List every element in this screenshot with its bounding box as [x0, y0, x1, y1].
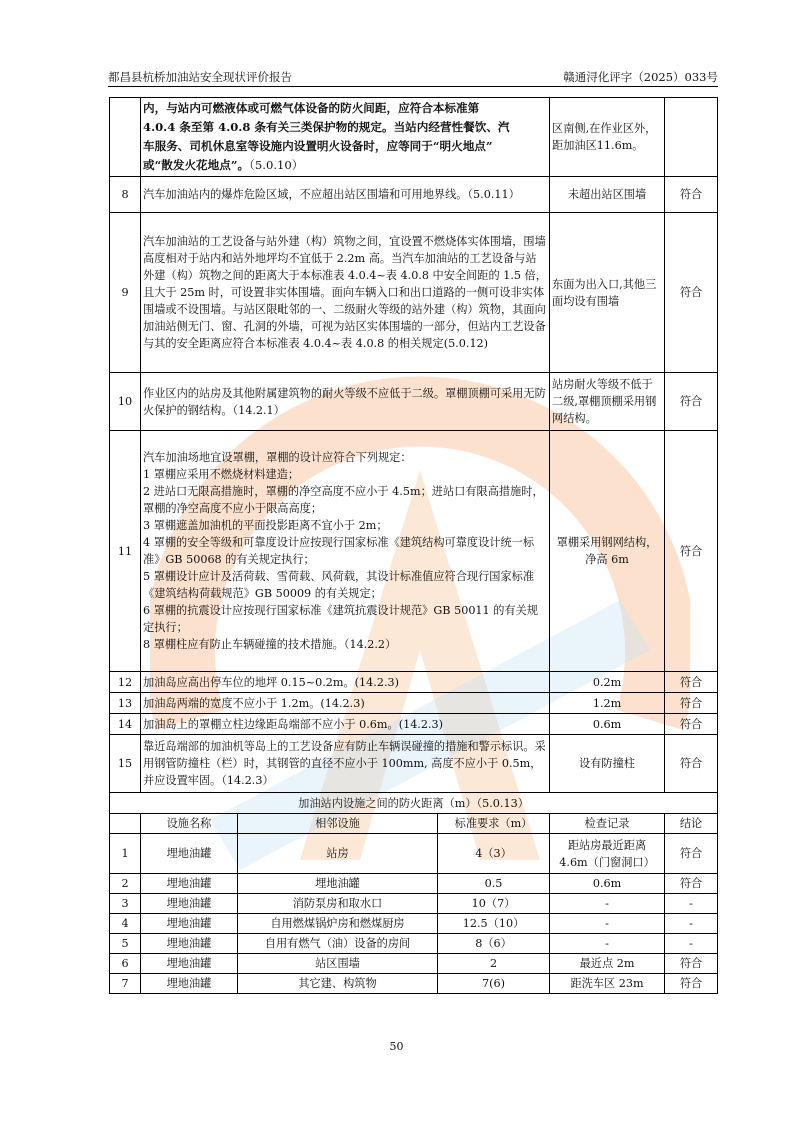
check-cell: 距洗车区 23m — [550, 974, 665, 994]
row-no-cell — [110, 98, 141, 177]
requirement-cell — [141, 98, 550, 177]
check-cell: 区南侧,在作业区外，距加油区11.6m。 — [550, 98, 665, 177]
clause-line: 4 罩棚的安全等级和可靠度设计应按现行国家标准《建筑结构可靠度设计统一标准》GB 50068 的有关规定执行； — [143, 536, 535, 566]
standard-cell: 4（3） — [438, 834, 550, 874]
adjacent-cell: 消防泵房和取水口 — [238, 894, 438, 914]
distance-row — [110, 874, 718, 894]
row-no-cell: 13 — [110, 693, 141, 714]
cont-line: 车服务、司机休息室等设施内设置明火设备时，应等同于“明火地点” — [143, 139, 493, 153]
check-cell: - — [550, 934, 665, 954]
header-cell: 设施名称 — [141, 814, 238, 834]
requirement-cell: 加油岛两端的宽度不应小于 1.2m。(14.2.3) — [141, 693, 550, 714]
row-no-cell: 2 — [110, 874, 141, 894]
row-no-cell: 12 — [110, 672, 141, 693]
row-no-cell: 7 — [110, 974, 141, 994]
check-cell: - — [550, 914, 665, 934]
adjacent-cell: 埋地油罐 — [238, 874, 438, 894]
header-row — [110, 814, 718, 834]
standard-cell: 8（6） — [438, 934, 550, 954]
distance-row — [110, 834, 718, 874]
row-no-cell: 6 — [110, 954, 141, 974]
page-header — [108, 66, 718, 87]
table-row — [110, 373, 718, 431]
facility-cell: 埋地油罐 — [141, 934, 238, 954]
requirement-cell: 靠近岛端部的加油机等岛上的工艺设备应有防止车辆误碰撞的措施和警示标识。采用钢管防撞柱（栏）时，其钢管的直径不应小于 100mm, 高度不应小于 0.5m，并应设置牢固。（14.2.3） — [141, 735, 550, 793]
check-cell: 0.2m — [550, 672, 665, 693]
requirement-cell: 加油岛上的罩棚立柱边缘距岛端部不应小于 0.6m。(14.2.3) — [141, 714, 550, 735]
table-row — [110, 735, 718, 793]
result-cell: 符合 — [665, 213, 718, 373]
clause-line: 5 罩棚设计应计及活荷载、雪荷载、风荷载，其设计标准值应符合现行国家标准《建筑结构荷载规范》GB 50009 的有关规定； — [143, 570, 535, 600]
cont-ref: （5.0.10） — [249, 158, 304, 172]
check-cell: 东面为出入口,其他三面均设有围墙 — [550, 213, 665, 373]
result-cell: 符合 — [665, 693, 718, 714]
row-no-cell: 14 — [110, 714, 141, 735]
check-cell: 最近点 2m — [550, 954, 665, 974]
distance-row — [110, 974, 718, 994]
cont-line: 或“散发火花地点”。 — [143, 158, 250, 172]
header-cell: 检查记录 — [550, 814, 665, 834]
header-cell — [110, 814, 141, 834]
distance-table-title: 加油站内设施之间的防火距离（m）（5.0.13） — [110, 793, 718, 814]
table-row — [110, 177, 718, 213]
result-cell: 符合 — [665, 735, 718, 793]
table-row — [110, 431, 718, 672]
check-cell: 罩棚采用钢网结构，净高 6m — [550, 431, 665, 672]
facility-cell: 埋地油罐 — [141, 834, 238, 874]
distance-row — [110, 894, 718, 914]
section-title-row — [110, 793, 718, 814]
adjacent-cell: 站区围墙 — [238, 954, 438, 974]
standard-cell: 12.5（10） — [438, 914, 550, 934]
standard-cell: 2 — [438, 954, 550, 974]
check-cell: 未超出站区围墙 — [550, 177, 665, 213]
clause-line: 8 罩棚柱应有防止车辆碰撞的技术措施。（14.2.2） — [143, 638, 397, 651]
adjacent-cell: 其它建、构筑物 — [238, 974, 438, 994]
facility-cell: 埋地油罐 — [141, 894, 238, 914]
requirement-cell: 汽车加油站内的爆炸危险区域，不应超出站区围墙和可用地界线。（5.0.11） — [141, 177, 550, 213]
row-no-cell: 10 — [110, 373, 141, 431]
check-cell: 1.2m — [550, 693, 665, 714]
check-cell: 0.6m — [550, 874, 665, 894]
facility-cell: 埋地油罐 — [141, 914, 238, 934]
page-number: 50 — [389, 1040, 404, 1053]
check-cell: 0.6m — [550, 714, 665, 735]
requirement-cell: 汽车加油站的工艺设备与站外建（构）筑物之间，宜设置不燃烧体实体围墙，围墙高度相对于站内和站外地坪均不宜低于 2.2m 高。当汽车加油站的工艺设备与站外建（构）筑物之间的距离大于本标准表 4.0.4~表 4.0.8 中安全间距的 1.5 倍，且大于 25m 时，可设置非实体围墙。面向车辆入口和出口道路的一侧可设非实体围墙或不设围墙。与站区限毗邻的一、二级耐火等级的站外建（构）筑物，其面向加油站侧无门、窗、孔洞的外墙，可视为站区实体围墙的一部分，但站内工艺设备与其的安全距离应符合本标准表 4.0.4~表 4.0.8 的相关规定(5.0.12) — [141, 213, 550, 373]
evaluation-table — [109, 97, 718, 994]
row-no-cell: 15 — [110, 735, 141, 793]
result-cell: - — [665, 894, 718, 914]
header-cell: 相邻设施 — [238, 814, 438, 834]
distance-row — [110, 914, 718, 934]
result-cell: 符合 — [665, 672, 718, 693]
result-cell: 符合 — [665, 431, 718, 672]
standard-cell: 0.5 — [438, 874, 550, 894]
report-number: 赣通浔化评字（2025）033号 — [563, 70, 718, 84]
check-cell: 设有防撞柱 — [550, 735, 665, 793]
result-cell: 符合 — [665, 974, 718, 994]
check-cell: 站房耐火等级不低于二级,罩棚顶棚采用钢网结构。 — [550, 373, 665, 431]
result-cell: - — [665, 914, 718, 934]
facility-cell: 埋地油罐 — [141, 954, 238, 974]
row-no-cell: 1 — [110, 834, 141, 874]
result-cell: 符合 — [665, 834, 718, 874]
row-no-cell: 11 — [110, 431, 141, 672]
result-cell: 符合 — [665, 874, 718, 894]
clause-line: 2 进站口无限高措施时，罩棚的净空高度不应小于 4.5m；进站口有限高措施时，罩棚的净空高度不应小于限高高度； — [143, 485, 544, 515]
report-title: 都昌县杭桥加油站安全现状评价报告 — [108, 70, 292, 84]
adjacent-cell: 自用有燃气（油）设备的房间 — [238, 934, 438, 954]
cont-line: 4.0.4 条至第 4.0.8 条有关三类保护物的规定。当站内经营性餐饮、汽 — [143, 120, 510, 134]
requirement-cell: 作业区内的站房及其他附属建筑物的耐火等级不应低于二级。罩棚顶棚可采用无防火保护的钢结构。（14.2.1） — [141, 373, 550, 431]
clause-line: 汽车加油场地宜设罩棚，罩棚的设计应符合下列规定： — [143, 451, 412, 464]
clause-line: 6 罩棚的抗震设计应按现行国家标准《建筑抗震设计规范》GB 50011 的有关规定执行； — [143, 604, 538, 634]
requirement-cell: 加油岛应高出停车位的地坪 0.15~0.2m。(14.2.3) — [141, 672, 550, 693]
result-cell: 符合 — [665, 373, 718, 431]
facility-cell: 埋地油罐 — [141, 974, 238, 994]
distance-row — [110, 934, 718, 954]
result-cell: 符合 — [665, 177, 718, 213]
header-cell: 标准要求（m） — [438, 814, 550, 834]
table-row — [110, 672, 718, 693]
row-no-cell: 4 — [110, 914, 141, 934]
header-cell: 结论 — [665, 814, 718, 834]
adjacent-cell: 站房 — [238, 834, 438, 874]
cont-line: 内，与站内可燃液体或可燃气体设备的防火间距，应符合本标准第 — [143, 101, 480, 115]
row-no-cell: 9 — [110, 213, 141, 373]
table-row — [110, 714, 718, 735]
distance-row — [110, 954, 718, 974]
table-row — [110, 693, 718, 714]
row-no-cell: 3 — [110, 894, 141, 914]
requirement-cell — [141, 431, 550, 672]
result-cell — [665, 98, 718, 177]
standard-cell: 7(6) — [438, 974, 550, 994]
adjacent-cell: 自用燃煤锅炉房和燃煤厨房 — [238, 914, 438, 934]
table-row — [110, 213, 718, 373]
result-cell: 符合 — [665, 954, 718, 974]
clause-line: 1 罩棚应采用不燃烧材料建造； — [143, 468, 300, 481]
result-cell: - — [665, 934, 718, 954]
check-cell: 距站房最近距离 4.6m（门窗洞口） — [550, 834, 665, 874]
result-cell: 符合 — [665, 714, 718, 735]
clause-line: 3 罩棚遮盖加油机的平面投影距离不宜小于 2m； — [143, 519, 388, 532]
table-row — [110, 98, 718, 177]
row-no-cell: 5 — [110, 934, 141, 954]
row-no-cell: 8 — [110, 177, 141, 213]
facility-cell: 埋地油罐 — [141, 874, 238, 894]
standard-cell: 10（7） — [438, 894, 550, 914]
check-cell: - — [550, 894, 665, 914]
